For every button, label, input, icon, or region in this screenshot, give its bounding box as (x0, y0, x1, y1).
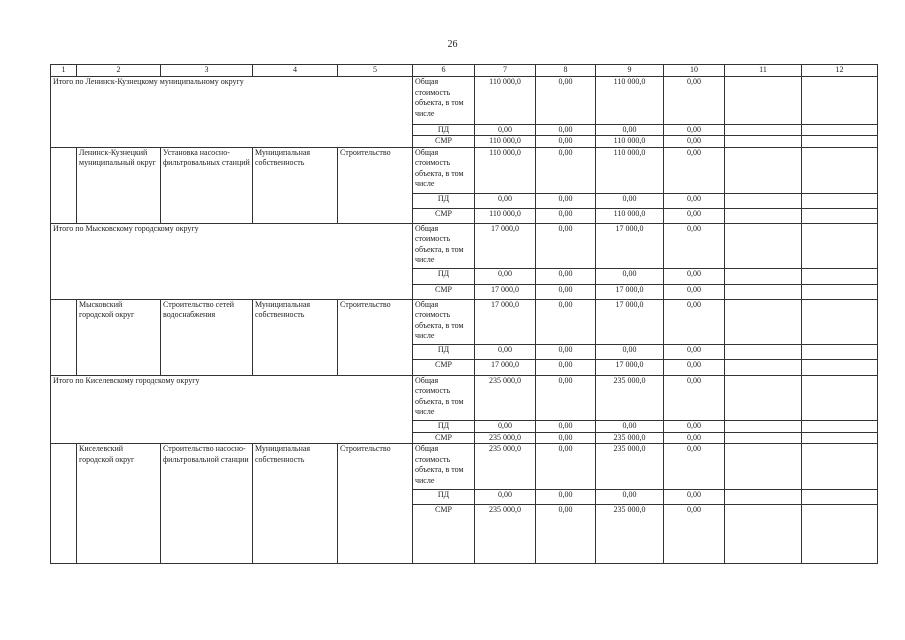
value-cell: 110 000,0 (475, 147, 536, 193)
total-title: Итого по Мысковскому городскому округу (51, 223, 413, 299)
column-header: 6 (413, 65, 475, 77)
empty-cell (725, 375, 802, 421)
territory-cell: Киселевский городской округ (77, 444, 161, 564)
value-cell: 0,00 (664, 124, 725, 136)
value-cell: 0,00 (664, 444, 725, 490)
column-header: 5 (338, 65, 413, 77)
empty-cell (802, 223, 878, 269)
budget-table (50, 64, 878, 564)
empty-cell (51, 147, 77, 223)
row-label-cost: Общая стоимость объекта, в том числе (413, 147, 475, 193)
empty-cell (802, 269, 878, 284)
empty-cell (725, 136, 802, 148)
item-row-cost (51, 299, 878, 345)
value-cell: 17 000,0 (596, 299, 664, 345)
column-header: 11 (725, 65, 802, 77)
row-label-pd: ПД (413, 345, 475, 360)
value-cell: 0,00 (536, 269, 596, 284)
ownership-cell: Муниципальная собственность (253, 299, 338, 375)
column-header: 1 (51, 65, 77, 77)
value-cell: 0,00 (475, 489, 536, 504)
empty-cell (802, 375, 878, 421)
value-cell: 235 000,0 (596, 432, 664, 444)
empty-cell (725, 147, 802, 193)
empty-cell (802, 193, 878, 208)
row-label-smr: СМР (413, 505, 475, 564)
row-label-smr: СМР (413, 208, 475, 223)
value-cell: 110 000,0 (475, 136, 536, 148)
object-cell: Строительство насосно-фильтровальной станции (161, 444, 253, 564)
value-cell: 17 000,0 (596, 284, 664, 299)
value-cell: 17 000,0 (475, 223, 536, 269)
row-label-smr: СМР (413, 360, 475, 375)
empty-cell (802, 136, 878, 148)
value-cell: 17 000,0 (596, 360, 664, 375)
empty-cell (725, 505, 802, 564)
value-cell: 0,00 (475, 124, 536, 136)
value-cell: 0,00 (596, 193, 664, 208)
ownership-cell: Муниципальная собственность (253, 147, 338, 223)
value-cell: 110 000,0 (596, 77, 664, 125)
value-cell: 0,00 (536, 421, 596, 433)
empty-cell (725, 124, 802, 136)
value-cell: 0,00 (664, 432, 725, 444)
value-cell: 235 000,0 (596, 444, 664, 490)
value-cell: 0,00 (664, 505, 725, 564)
total-title: Итого по Ленинск-Кузнецкому муниципальному округу (51, 77, 413, 148)
value-cell: 0,00 (475, 193, 536, 208)
total-row-cost (51, 375, 878, 421)
column-header: 12 (802, 65, 878, 77)
value-cell: 0,00 (664, 360, 725, 375)
row-label-cost: Общая стоимость объекта, в том числе (413, 223, 475, 269)
empty-cell (802, 444, 878, 490)
value-cell: 0,00 (596, 124, 664, 136)
row-label-cost: Общая стоимость объекта, в том числе (413, 444, 475, 490)
empty-cell (802, 147, 878, 193)
value-cell: 17 000,0 (596, 223, 664, 269)
empty-cell (802, 360, 878, 375)
value-cell: 0,00 (536, 432, 596, 444)
value-cell: 0,00 (664, 489, 725, 504)
object-cell: Установка насосно-фильтровальных станций (161, 147, 253, 223)
work-type-cell: Строительство (338, 147, 413, 223)
empty-cell (725, 77, 802, 125)
value-cell: 0,00 (475, 421, 536, 433)
empty-cell (725, 299, 802, 345)
page-number: 26 (447, 39, 458, 50)
value-cell: 0,00 (536, 147, 596, 193)
value-cell: 0,00 (664, 193, 725, 208)
empty-cell (802, 432, 878, 444)
row-label-pd: ПД (413, 193, 475, 208)
column-number-row (51, 65, 878, 77)
empty-cell (802, 208, 878, 223)
value-cell: 0,00 (596, 421, 664, 433)
empty-cell (725, 269, 802, 284)
value-cell: 0,00 (596, 345, 664, 360)
value-cell: 0,00 (664, 299, 725, 345)
empty-cell (725, 489, 802, 504)
column-header: 10 (664, 65, 725, 77)
value-cell: 0,00 (536, 284, 596, 299)
value-cell: 0,00 (536, 299, 596, 345)
empty-cell (802, 421, 878, 433)
column-header: 2 (77, 65, 161, 77)
column-header: 3 (161, 65, 253, 77)
row-label-smr: СМР (413, 136, 475, 148)
empty-cell (725, 223, 802, 269)
empty-cell (802, 77, 878, 125)
total-row-cost (51, 223, 878, 269)
territory-cell: Мысковский городской округ (77, 299, 161, 375)
work-type-cell: Строительство (338, 299, 413, 375)
value-cell: 0,00 (536, 223, 596, 269)
total-title: Итого по Киселевскому городскому округу (51, 375, 413, 444)
column-header: 7 (475, 65, 536, 77)
value-cell: 17 000,0 (475, 299, 536, 345)
value-cell: 0,00 (596, 489, 664, 504)
empty-cell (725, 345, 802, 360)
value-cell: 0,00 (536, 489, 596, 504)
column-header: 8 (536, 65, 596, 77)
empty-cell (802, 345, 878, 360)
value-cell: 235 000,0 (475, 375, 536, 421)
object-cell: Строительство сетей водоснабжения (161, 299, 253, 375)
value-cell: 0,00 (536, 136, 596, 148)
value-cell: 0,00 (664, 223, 725, 269)
empty-cell (802, 124, 878, 136)
empty-cell (725, 444, 802, 490)
empty-cell (802, 489, 878, 504)
empty-cell (51, 444, 77, 564)
item-row-cost (51, 147, 878, 193)
value-cell: 110 000,0 (596, 147, 664, 193)
row-label-pd: ПД (413, 269, 475, 284)
value-cell: 0,00 (536, 375, 596, 421)
value-cell: 110 000,0 (596, 136, 664, 148)
value-cell: 0,00 (596, 269, 664, 284)
column-header: 4 (253, 65, 338, 77)
empty-cell (725, 208, 802, 223)
row-label-pd: ПД (413, 421, 475, 433)
value-cell: 235 000,0 (475, 444, 536, 490)
value-cell: 235 000,0 (596, 505, 664, 564)
work-type-cell: Строительство (338, 444, 413, 564)
value-cell: 0,00 (664, 208, 725, 223)
empty-cell (725, 421, 802, 433)
value-cell: 0,00 (664, 136, 725, 148)
value-cell: 110 000,0 (596, 208, 664, 223)
value-cell: 235 000,0 (475, 432, 536, 444)
value-cell: 17 000,0 (475, 284, 536, 299)
empty-cell (802, 284, 878, 299)
row-label-cost: Общая стоимость объекта, в том числе (413, 299, 475, 345)
value-cell: 0,00 (536, 444, 596, 490)
row-label-pd: ПД (413, 124, 475, 136)
empty-cell (725, 284, 802, 299)
value-cell: 0,00 (664, 77, 725, 125)
column-header: 9 (596, 65, 664, 77)
value-cell: 17 000,0 (475, 360, 536, 375)
value-cell: 0,00 (664, 147, 725, 193)
empty-cell (802, 299, 878, 345)
value-cell: 110 000,0 (475, 208, 536, 223)
row-label-cost: Общая стоимость объекта, в том числе (413, 77, 475, 125)
empty-cell (725, 360, 802, 375)
value-cell: 235 000,0 (475, 505, 536, 564)
value-cell: 0,00 (664, 421, 725, 433)
value-cell: 0,00 (536, 193, 596, 208)
row-label-pd: ПД (413, 489, 475, 504)
value-cell: 0,00 (664, 375, 725, 421)
value-cell: 235 000,0 (596, 375, 664, 421)
value-cell: 0,00 (664, 269, 725, 284)
item-row-cost (51, 444, 878, 490)
value-cell: 0,00 (536, 345, 596, 360)
value-cell: 0,00 (536, 360, 596, 375)
ownership-cell: Муниципальная собственность (253, 444, 338, 564)
value-cell: 110 000,0 (475, 77, 536, 125)
value-cell: 0,00 (536, 77, 596, 125)
empty-cell (51, 299, 77, 375)
value-cell: 0,00 (536, 505, 596, 564)
empty-cell (725, 432, 802, 444)
territory-cell: Ленинск-Кузнецкий муниципальный округ (77, 147, 161, 223)
row-label-smr: СМР (413, 432, 475, 444)
total-row-cost (51, 77, 878, 125)
row-label-cost: Общая стоимость объекта, в том числе (413, 375, 475, 421)
value-cell: 0,00 (475, 345, 536, 360)
empty-cell (725, 193, 802, 208)
row-label-smr: СМР (413, 284, 475, 299)
value-cell: 0,00 (475, 269, 536, 284)
value-cell: 0,00 (664, 284, 725, 299)
value-cell: 0,00 (536, 124, 596, 136)
value-cell: 0,00 (664, 345, 725, 360)
empty-cell (802, 505, 878, 564)
value-cell: 0,00 (536, 208, 596, 223)
